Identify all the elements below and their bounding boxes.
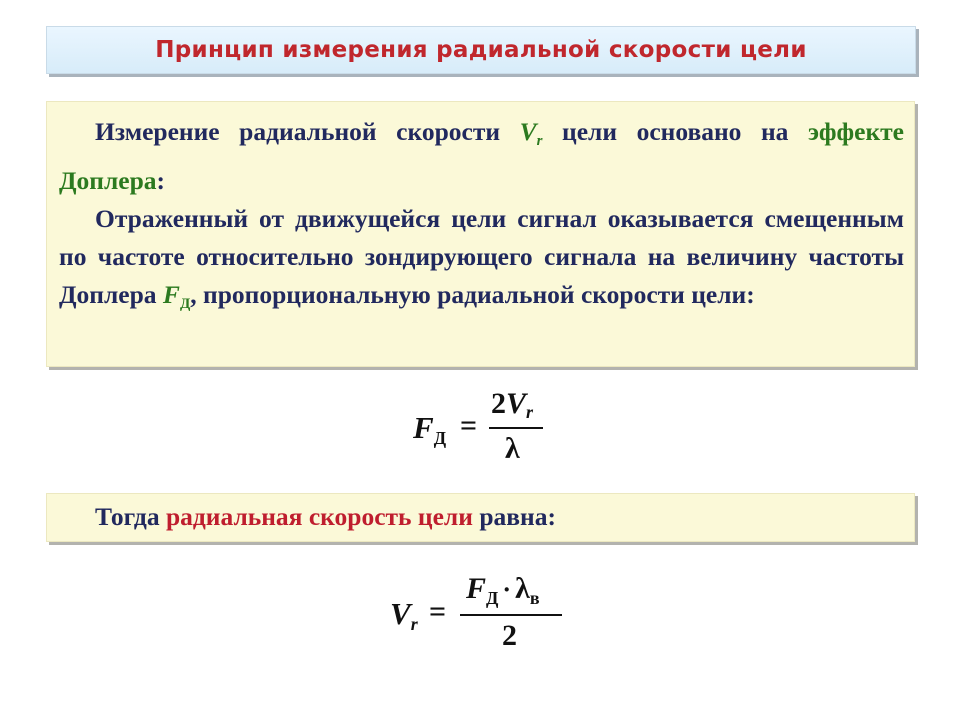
formula2-lambda-subscript: в [529,588,540,608]
p1-text-c: : [156,166,166,195]
formula2-f: F [466,572,487,605]
formula2-fraction-bar [460,614,562,616]
formula1-lhs-subscript: Д [433,428,447,448]
formula1-lhs [413,410,446,449]
paragraph-measurement [59,112,904,200]
radial-velocity-panel [46,493,915,542]
formula2-f-subscript: Д [486,588,499,608]
formula2-dot: · [502,575,512,604]
formula1-v-subscript: r [526,402,534,422]
vr-symbol: V [519,117,537,146]
formula2-lhs-symbol: V [390,596,411,631]
p1-text-a: Измерение радиальной скорости [95,117,520,146]
formula1-lhs-symbol: F [413,410,434,445]
p2-text-a: Отраженный от движущейся цели сигнал оказывается смещенным по частоте относительно зондирующего сигнала на величину частоты Доплера [59,204,904,309]
formula2-lambda: λ [515,572,530,605]
formula2-lhs-subscript: r [410,614,418,634]
formula1-coefficient: 2 [491,387,506,420]
p2-text-b: , пропорциональную радиальной скорости цели: [190,280,755,309]
p1-text-b: цели основано на [542,117,808,146]
title-bar [46,26,916,74]
formula1-v: V [506,387,527,420]
page-title: Принцип измерения радиальной скорости цели [155,37,807,63]
formula2-denominator: 2 [502,619,517,652]
paragraph-reflected-signal [59,200,904,323]
paragraph-radial-velocity [59,497,904,536]
doppler-effect-text: эффекте Доплера [59,117,904,195]
formula2-numerator [466,572,540,609]
p3-text-b: равна: [472,502,556,531]
fd-subscript: Д [179,296,191,312]
fd-symbol: F [162,280,180,309]
formula1-numerator [491,387,533,423]
formula2-equals: = [429,595,447,628]
radial-velocity-text: радиальная скорость цели [165,502,473,531]
formula1-denominator: λ [505,432,520,465]
vr-subscript: r [536,133,543,149]
formula1-fraction-bar [489,427,543,429]
formula2-lhs [390,596,418,635]
p3-text-a: Тогда [95,502,166,531]
doppler-description-panel [46,101,915,367]
formula1-equals: = [460,409,478,442]
